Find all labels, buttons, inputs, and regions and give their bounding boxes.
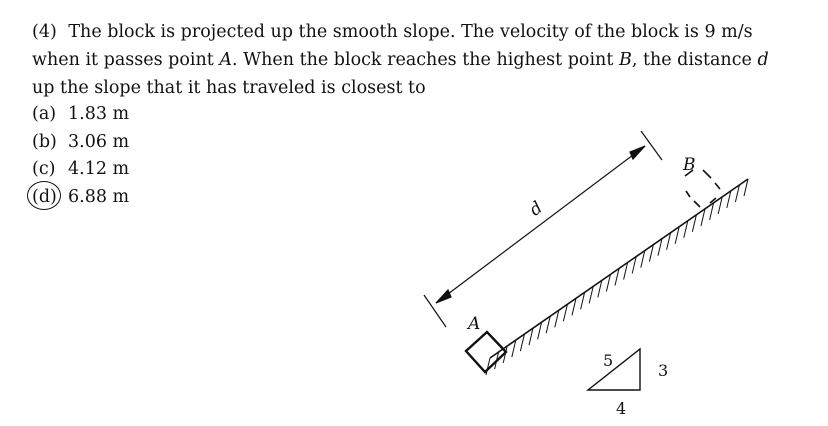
distance-arrow bbox=[424, 131, 662, 327]
question-number: (4) bbox=[32, 22, 57, 42]
label-d: d bbox=[525, 197, 547, 221]
choice-a-letter: (a) bbox=[32, 104, 57, 124]
label-b: B bbox=[683, 155, 696, 175]
question-stem-part1: The block is projected up the smooth slope. The velocity of the block is 9 m/s when it passes point bbox=[32, 22, 753, 70]
distance-var-ref: d bbox=[757, 50, 769, 70]
choice-c-letter: (c) bbox=[32, 159, 56, 179]
choice-d-value: 6.88 m bbox=[68, 186, 130, 207]
point-a-ref: A bbox=[219, 50, 232, 70]
slope-ratio-triangle bbox=[588, 349, 668, 418]
triangle-horizontal-label: 4 bbox=[616, 399, 627, 418]
choice-c-value: 4.12 m bbox=[68, 159, 130, 179]
slope-hatching bbox=[486, 179, 748, 375]
label-a: A bbox=[468, 314, 481, 334]
choice-b-value: 3.06 m bbox=[68, 131, 130, 152]
point-b-ref: B bbox=[618, 50, 632, 70]
choice-b-letter: (b) bbox=[32, 131, 57, 152]
question-stem-part3: , the distance bbox=[631, 50, 752, 70]
question-stem-part4: up the slope that it has traveled is closest to bbox=[32, 78, 426, 98]
choice-a-value: 1.83 m bbox=[68, 104, 130, 124]
choice-d-letter-circled: (d) bbox=[32, 184, 68, 212]
triangle-hyp-label: 5 bbox=[603, 351, 614, 370]
question-stem-part2: . When the block reaches the highest point bbox=[232, 50, 614, 70]
triangle-vertical-label: 3 bbox=[658, 361, 669, 380]
